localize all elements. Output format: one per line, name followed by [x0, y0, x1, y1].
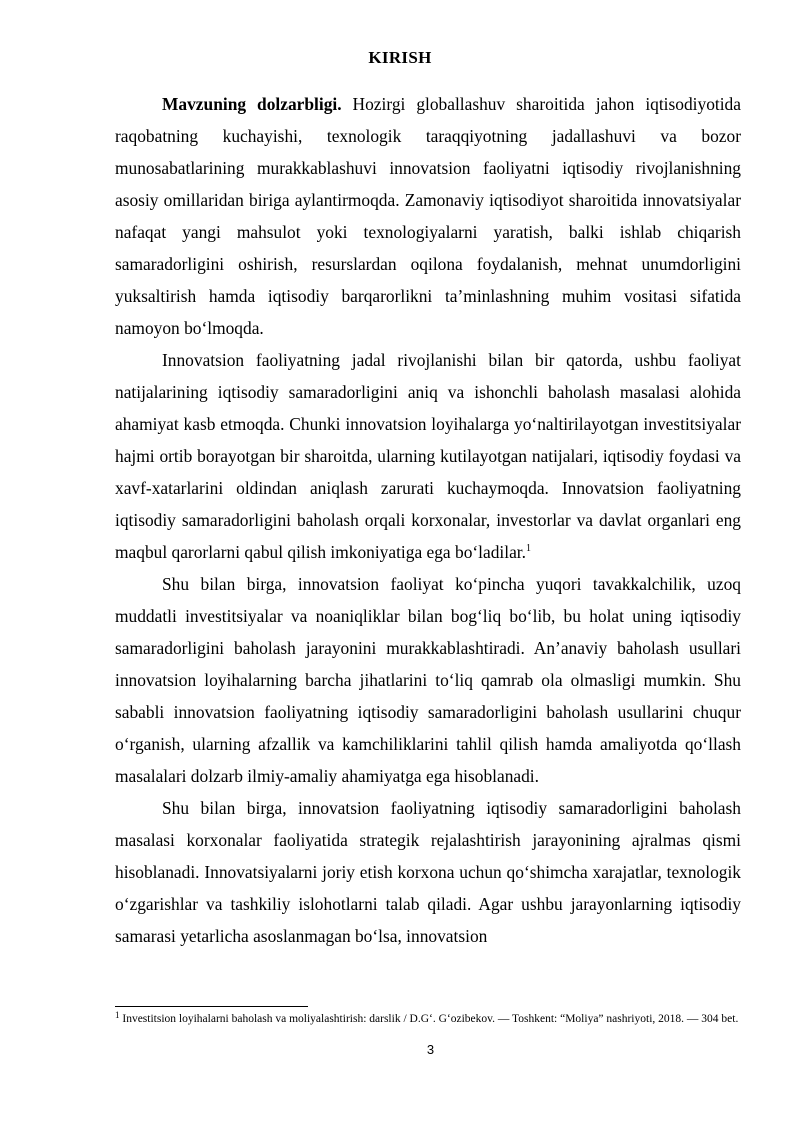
body-text [115, 88, 741, 952]
footnote-text: Investitsion loyihalarni baholash va moliyalashtirish: darslik / D.G‘. G‘ozibekov. — Toshkent: “Moliya” nashriyoti, 2018. — 304 bet. [119, 1013, 739, 1025]
paragraph-text: Shu bilan birga, innovatsion faoliyat ko‘pincha yuqori tavakkalchilik, uzoq muddatli investitsiyalar va noaniqliklar bilan bog‘liq bo‘lib, bu holat uning iqtisodiy samaradorligini baholash jarayonini murakkablashtiradi. An’anaviy baholash usullari innovatsion loyihalarning barcha jihatlarini to‘liq qamrab ola olmasligi mumkin. Shu sababli innovatsion faoliyatning iqtisodiy samaradorligini baholash usullarini chuqur o‘rganish, ularning afzallik va kamchiliklarini tahlil qilish hamda amaliyotda qo‘llash masalalari dolzarb ilmiy-amaliy ahamiyatga ega hisoblanadi. [115, 574, 741, 786]
paragraph-text: Hozirgi globallashuv sharoitida jahon iqtisodiyotida raqobatning kuchayishi, texnologik taraqqiyotning jadallashuvi va bozor munosabatlarining murakkablashuvi innovatsion faoliyatni iqtisodiy rivojlanishning asosiy omillaridan biriga aylantirmoqda. Zamonaviy iqtisodiyot sharoitida innovatsiyalar nafaqat yangi mahsulot yoki texnologiyalarni yaratish, balki ishlab chiqarish samaradorligini oshirish, resurslardan oqilona foydalanish, mehnat unumdorligini yuksaltirish hamda iqtisodiy barqarorlikni ta’minlashning muhim vositasi sifatida namoyon bo‘lmoqda. [115, 94, 741, 338]
footnote-marker: 1 [115, 1010, 120, 1020]
paragraph-1 [115, 88, 741, 344]
section-heading: KIRISH [368, 48, 432, 67]
paragraph-3 [115, 568, 741, 792]
footnote-reference[interactable]: 1 [526, 543, 531, 554]
footnote-separator [115, 1006, 308, 1007]
paragraph-2 [115, 344, 741, 568]
paragraph-text: Shu bilan birga, innovatsion faoliyatning iqtisodiy samaradorligini baholash masalasi korxonalar faoliyatida strategik rejalashtirish jarayonining ajralmas qismi hisoblanadi. Innovatsiyalarni joriy etish korxona uchun qo‘shimcha xarajatlar, texnologik o‘zgarishlar va tashkiliy islohotlarni talab qiladi. Agar ushbu jarayonlarning iqtisodiy samarasi yetarlicha asoslanmagan bo‘lsa, innovatsion [115, 798, 741, 946]
paragraph-lead: Mavzuning dolzarbligi. [162, 94, 342, 114]
footnote [115, 1011, 741, 1028]
page-number: 3 [426, 1042, 435, 1057]
paragraph-4 [115, 792, 741, 952]
paragraph-text: Innovatsion faoliyatning jadal rivojlanishi bilan bir qatorda, ushbu faoliyat natijalarining iqtisodiy samaradorligini aniq va ishonchli baholash masalasi alohida ahamiyat kasb etmoqda. Chunki innovatsion loyihalarga yo‘naltirilayotgan investitsiyalar hajmi ortib borayotgan bir sharoitda, ularning kutilayotgan natijalari, iqtisodiy foydasi va xavf-xatarlarini oldindan aniqlash zarurati kuchaymoqda. Innovatsion faoliyatning iqtisodiy samaradorligini baholash orqali korxonalar, investorlar va davlat organlari eng maqbul qarorlarni qabul qilish imkoniyatiga ega bo‘ladilar. [115, 350, 741, 562]
